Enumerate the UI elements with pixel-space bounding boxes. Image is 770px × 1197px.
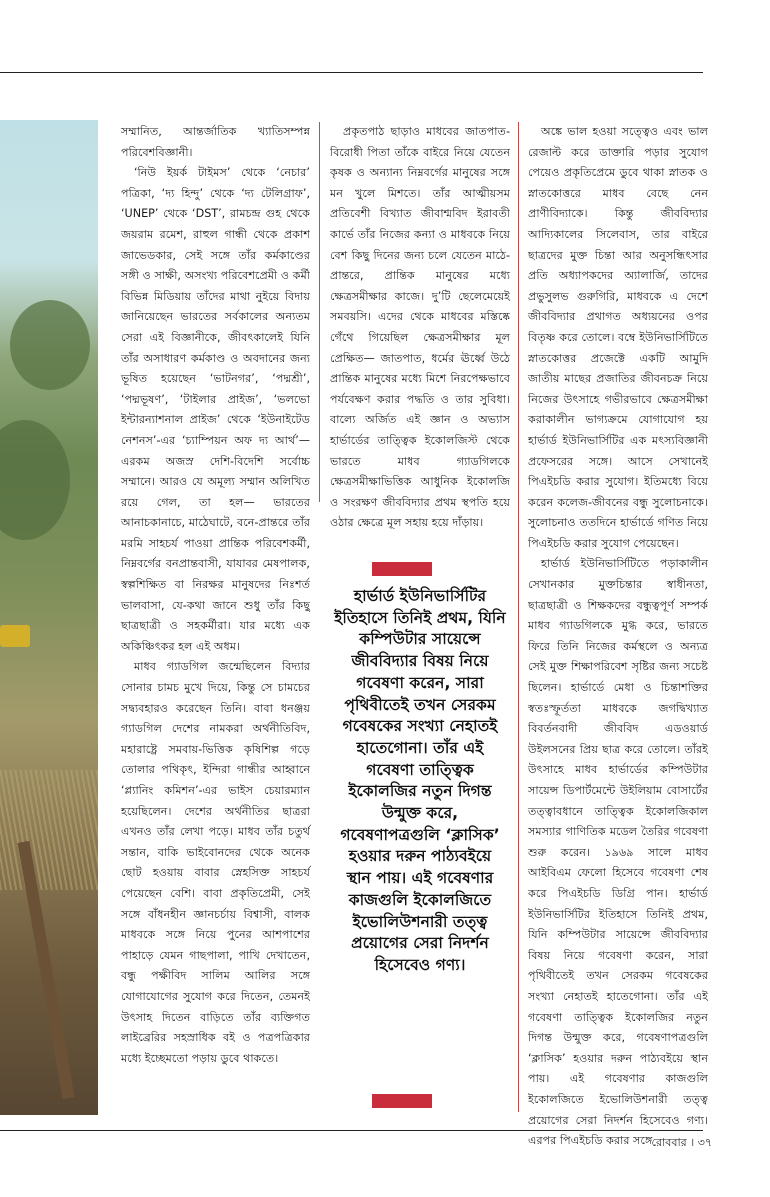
landscape-photo (0, 120, 98, 1115)
page-number: ৩৭ (697, 1136, 712, 1149)
paragraph: সম্মানিত, আন্তর্জাতিক খ্যাতিসম্পন্ন পরিবেশবিজ্ঞানী। (121, 125, 310, 159)
column-rule (518, 122, 519, 1112)
paragraph: অঙ্কে ভাল হওয়া সত্ত্বেও এবং ভাল রেজাল্ট করে ডাক্তারি পড়ার সুযোগ পেয়েও প্রকৃতিপ্রেমে ডুবে থাকা স্নাতক ও স্নাতকোত্তরে মাধব বেছে নেন প্রাণীবিদ্যাকে। কিন্তু জীববিদ্যার আদ্যিকালের সিলেবাস, তার বাইরে ছাত্রদের মুক্ত চিন্তা আর অনুসন্ধিৎসার প্রতি অধ্যাপকদের অ্যালার্জি, তাদের প্রভুসুলভ গুরুগিরি, মাধবকে এ দেশে জীববিদ্যার প্রথাগত অধ্যয়নের ওপর বিতৃষ্ণ করে তোলে। বম্বে ইউনিভার্সিটিতে স্নাতকোত্তর প্রজেক্টে একটি আমুদি জাতীয় মাছের প্রজাতির জীবনচক্র নিয়ে নিজের উৎসাহে গভীরভাবে ক্ষেত্রসমীক্ষা করাকালীন ভাগ্যক্রমে যোগাযোগ হয় হার্ভার্ড ইউনিভার্সিটির এক মৎস্যবিজ্ঞানী প্রফেসরের সঙ্গে। আসে সেখানেই পিএইচডি করার সুযোগ। ইতিমধ্যে বিয়ে করেন কলেজ-জীবনের বন্ধু সুলোচনাকে। সুলোচনাও ততদিনে হার্ভার্ডে গণিত নিয়ে পিএইচডি করার সুযোগ পেয়েছেন। (528, 125, 708, 550)
paragraph: প্রকৃতপাঠ ছাড়াও মাধবের জাতপাত-বিরোধী পিতা তাঁকে বাইরে নিয়ে যেতেন কৃষক ও অন্যান্য নিম্নবর্গের মানুষের সঙ্গে মন খুলে মিশতে। তাঁর আত্মীয়সম প্রতিবেশী বিখ্যাত জীবাশ্মবিদ ইরাবতী কার্ভে তাঁর নিজের কন্যা ও মাধবকে নিয়ে বেশ কিছু দিনের জন্য চলে যেতেন মাঠে-প্রান্তরে, প্রান্তিক মানুষের মধ্যে ক্ষেত্রসমীক্ষার কাজে। দু’টি ছেলেমেয়েই সমবয়সি। এদের থেকে মাধবের মস্তিষ্কে গেঁথে গিয়েছিল ক্ষেত্রসমীক্ষার মূল প্রেক্ষিত— জাতপাত, ধর্মের ঊর্ধ্বে উঠে প্রান্তিক মানুষের মধ্যে মিশে নিরপেক্ষভাবে পর্যবেক্ষণ করার পদ্ধতি ও তার সুবিধা। বাল্যে অর্জিত এই জ্ঞান ও অভ্যাস হার্ভার্ডের তাত্ত্বিক ইকোলজিস্ট থেকে ভারতে মাধব গ্যাডগিলকে ক্ষেত্রসমীক্ষাভিত্তিক আধুনিক ইকোলজি ও সংরক্ষণ জীববিদ্যার প্রথম স্থপতি হয়ে ওঠার ক্ষেত্রে মূল সহায় হয়ে দাঁড়ায়। (330, 125, 510, 530)
pull-quote: হার্ভার্ড ইউনিভার্সিটির ইতিহাসে তিনিই প্রথম, যিনি কম্পিউটার সায়েন্সে জীববিদ্যার বিষয় নিয়ে গবেষণা করেন, সারা পৃথিবীতেই তখন সেরকম গবেষকের সংখ্যা নেহাতই হাতেগোনা। তাঁর এই গবেষণা তাত্ত্বিক ইকোলজির নতুন দিগন্ত উন্মুক্ত করে, গবেষণাপত্রগুলি ‘ক্লাসিক’ হওয়ার দরুন পাঠ্যবইয়ে স্থান পায়। এই গবেষণার কাজগুলি ইকোলজিতে ইভোলিউশনারী তত্ত্ব প্রয়োগের সেরা নিদর্শন হিসেবেও গণ্য। (334, 587, 506, 974)
bottom-rule (0, 1130, 703, 1131)
magazine-name: রোববার (651, 1136, 687, 1149)
photo-machine (0, 625, 30, 647)
article-column-1 (121, 122, 310, 1069)
article-column-2 (330, 122, 510, 534)
top-rule (0, 72, 703, 73)
page-footer (612, 1134, 712, 1153)
photo-grass (0, 770, 98, 890)
pullquote-bar-top (372, 562, 432, 576)
article-column-3 (528, 122, 708, 1152)
pullquote-bar-bottom (372, 1094, 432, 1108)
paragraph: হার্ভার্ড ইউনিভার্সিটিতে পড়াকালীন সেখানকার মুক্তচিন্তার স্বাধীনতা, ছাত্রছাত্রী ও শিক্ষকদের বন্ধুত্বপূর্ণ সম্পর্ক মাধব গ্যাডগিলকে মুগ্ধ করে, ভারতে ফিরে তিনি নিজের কর্মস্থলে ও অন্যত্র সেই মুক্ত শিক্ষাপরিবেশ সৃষ্টির জন্য সচেষ্ট ছিলেন। হার্ভার্ডে মেধা ও চিন্তাশক্তির স্বতঃস্ফূর্ততা মাধবকে জগদ্বিখ্যাত বিবর্তনবাদী জীববিদ এডওয়ার্ড উইলসনের প্রিয় ছাত্র করে তোলে। তাঁরই উৎসাহে মাধব হার্ভার্ডের কম্পিউটার সায়েন্স ডিপার্টমেন্টে উইলিয়াম বোসার্টের তত্ত্বাবধানে তাত্ত্বিক ইকোলজিকাল সমস্যার গাণিতিক মডেল তৈরির গবেষণা শুরু করেন। ১৯৬৯ সালে মাধব আইবিএম ফেলো হিসেবে গবেষণা শেষ করে পিএইচডি ডিগ্রি পান। হার্ভার্ড ইউনিভার্সিটির ইতিহাসে তিনিই প্রথম, যিনি কম্পিউটার সায়েন্সে জীববিদ্যার বিষয় নিয়ে গবেষণা করেন, সারা পৃথিবীতেই তখন সেরকম গবেষকের সংখ্যা নেহাতই হাতেগোনা। তাঁর এই গবেষণা তাত্ত্বিক ইকোলজির নতুন দিগন্ত উন্মুক্ত করে, গবেষণাপত্রগুলি ‘ক্লাসিক’ হওয়ার দরুন পাঠ্যবইয়ে স্থান পায়। এই গবেষণার কাজগুলি ইকোলজিতে ইভোলিউশনারী তত্ত্ব প্রয়োগের সেরা নিদর্শন হিসেবেও গণ্য। এরপর পিএইচডি করার সঙ্গে (528, 557, 708, 1148)
column-rule (319, 122, 320, 502)
paragraph: ‘নিউ ইয়র্ক টাইমস’ থেকে ‘নেচার’ পত্রিকা, ‘দ্য হিন্দু’ থেকে ‘দ্য টেলিগ্রাফ’, ‘UNEP’ থেকে ‘DST’, রামচন্দ্র গুহ থেকে জয়রাম রমেশ, রাহুল গান্ধী থেকে প্রকাশ জাভেডকার, সেই সঙ্গে তাঁর কর্মকাণ্ডের সঙ্গী ও সাক্ষী, অসংখ্য পরিবেশপ্রেমী ও কর্মী বিভিন্ন মিডিয়ায় তাঁদের মাথা নুইয়ে বিদায় জানিয়েছেন ভারতের সর্বকালের অন্যতম সেরা এই বিজ্ঞানীকে, জীবৎকালেই যিনি তাঁর অসাধারণ কর্মকাণ্ড ও অবদানের জন্য ভূষিত হয়েছেন ‘ভাটনগর’, ‘পদ্মশ্রী’, ‘পদ্মভূষণ’, ‘টাইলার প্রাইজ’, ‘ভলভো ইন্টারন্যাশনাল প্রাইজ’ থেকে ‘ইউনাইটেড নেশনস’-এর ‘চ্যাম্পিয়ন অফ দ্য আর্থ’— এরকম অজস্র দেশি-বিদেশি সর্বোচ্চ সম্মানে। আরও যে অমূল্য সম্মান অলিখিত রয়ে গেল, তা হল— ভারতের আনাচকানাচে, মাঠেঘাটে, বনে-প্রান্তরে তাঁর মরমি সাহচর্য পাওয়া প্রান্তিক পরিবেশকর্মী, নিম্নবর্গের বনপ্রান্তবাসী, যাযাবর মেষপালক, স্বল্পশিক্ষিত বা নিরক্ষর মানুষদের নিঃশর্ত ভালবাসা, যে-কথা জানে শুধু তাঁর কিছু ছাত্রছাত্রী ও সহকর্মীরা। যার মধ্যে এক অকিঞ্চিৎকর হল এই অধম। (121, 166, 310, 653)
photo-tree (0, 420, 70, 540)
paragraph: মাধব গ্যাডগিল জন্মেছিলেন বিদ্যার সোনার চামচ মুখে দিয়ে, কিন্তু সে চামচের সদ্ব্যবহারও করেছেন তিনি। বাবা ধনঞ্জয় গ্যাডগিল দেশের নামকরা অর্থনীতিবিদ, মহারাষ্ট্রে সমবায়-ভিত্তিক কৃষিশিল্প গড়ে তোলার পথিকৃৎ, ইন্দিরা গান্ধীর আহ্বানে ‘প্ল্যানিং কমিশন’-এর ভাইস চেয়ারম্যান হয়েছিলেন। দেশের অর্থনীতির ছাত্ররা এখনও তাঁর লেখা পড়ে। মাধব তাঁর চতুর্থ সন্তান, বাকি ভাইবোনদের থেকে অনেক ছোট হওয়ায় বাবার স্নেহসিক্ত সাহচর্য পেয়েছেন বেশি। বাবা প্রকৃতিপ্রেমী, সেই সঙ্গে বাঁধনহীন জ্ঞানচর্চায় বিশ্বাসী, বালক মাধবকে সঙ্গে নিয়ে পুনের আশপাশের পাহাড়ে যেমন গাছপালা, পাখি দেখাতেন, বন্ধু পক্ষীবিদ সালিম আলির সঙ্গে যোগাযোগের সুযোগ করে দিতেন, তেমনই উৎসাহ দিতেন বাড়িতে তাঁর ব্যক্তিগত লাইব্রেরির সহস্রাধিক বই ও পত্রপত্রিকার মধ্যে ইচ্ছেমতো পড়ায় ডুবে থাকতে। (121, 660, 310, 1065)
photo-tree (10, 300, 90, 390)
footer-separator: । (690, 1136, 695, 1149)
